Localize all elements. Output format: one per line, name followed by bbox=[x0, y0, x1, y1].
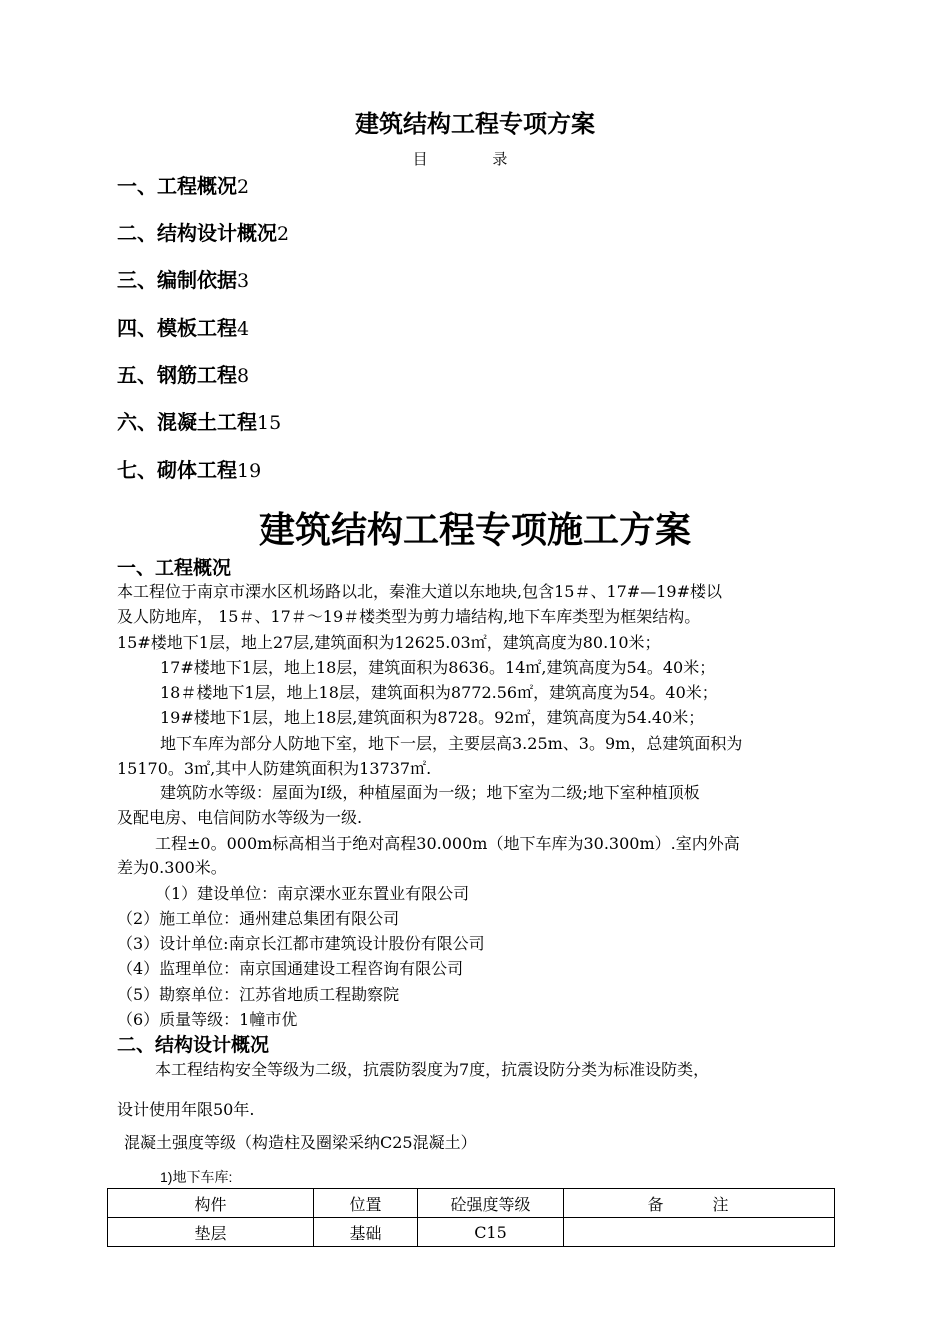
main-title: 建筑结构工程专项施工方案 bbox=[258, 510, 691, 551]
concrete-note: 混凝土强度等级（构造柱及圈梁采纳C25混凝土） bbox=[124, 1133, 477, 1152]
toc-item-page: 2 bbox=[277, 223, 290, 245]
paragraph-line: （1）建设单位：南京溧水亚东置业有限公司 bbox=[155, 884, 470, 903]
table-row bbox=[108, 1218, 835, 1247]
paragraph-line: （6）质量等级：1幢市优 bbox=[117, 1010, 298, 1029]
paragraph-line: 15170。3㎡,其中人防建筑面积为13737㎡. bbox=[117, 759, 432, 778]
toc-item-title: 六、混凝土工程 bbox=[117, 410, 257, 434]
paragraph-line: 及配电房、电信间防水等级为一级. bbox=[117, 808, 363, 827]
toc-item[interactable] bbox=[117, 454, 261, 483]
toc-item-title: 五、钢筋工程 bbox=[117, 363, 237, 387]
toc-item-title: 二、结构设计概况 bbox=[117, 221, 277, 245]
sub-heading: 1)地下车库: bbox=[160, 1169, 233, 1185]
paragraph-line: 地下车库为部分人防地下室，地下一层，主要层高3.25m、3。9m，总建筑面积为 bbox=[160, 734, 743, 753]
paragraph-line: 15#楼地下1层，地上27层,建筑面积为12625.03㎡，建筑高度为80.10米； bbox=[117, 633, 661, 652]
table-cell: 垫层 bbox=[108, 1218, 314, 1247]
table-header-row bbox=[108, 1189, 835, 1218]
toc-item-title: 四、模板工程 bbox=[117, 316, 237, 340]
toc-label: 目 录 bbox=[412, 150, 538, 168]
toc-item-page: 4 bbox=[237, 318, 250, 340]
toc-item[interactable] bbox=[117, 312, 249, 341]
paragraph-line: 及人防地库， 15＃、17＃～19＃楼类型为剪力墙结构,地下车库类型为框架结构。 bbox=[117, 607, 701, 626]
paragraph-line: （3）设计单位:南京长江都市建筑设计股份有限公司 bbox=[117, 934, 485, 953]
paragraph-line: （4）监理单位：南京国通建设工程咨询有限公司 bbox=[117, 959, 464, 978]
table-cell bbox=[564, 1218, 835, 1247]
toc-item-page: 19 bbox=[237, 460, 262, 482]
paragraph-line: 18＃楼地下1层，地上18层，建筑面积为8772.56㎡，建筑高度为54。40米； bbox=[160, 683, 718, 702]
paragraph-line: 设计使用年限50年. bbox=[117, 1100, 255, 1119]
table-header-cell: 砼强度等级 bbox=[418, 1189, 564, 1218]
section-heading: 二、结构设计概况 bbox=[117, 1034, 270, 1056]
table-header-cell: 构件 bbox=[108, 1189, 314, 1218]
paragraph-line: 工程±0。000m标高相当于绝对高程30.000m（地下车库为30.300m）.室内外高 bbox=[155, 834, 740, 853]
paragraph-line: 建筑防水等级：屋面为Ⅰ级，种植屋面为一级；地下室为二级;地下室种植顶板 bbox=[160, 783, 700, 802]
paragraph-line: 差为0.300米。 bbox=[117, 858, 227, 877]
paragraph-line: （2）施工单位：通州建总集团有限公司 bbox=[117, 909, 400, 928]
paragraph-line: 19#楼地下1层，地上18层,建筑面积为8728。92㎡，建筑高度为54.40米； bbox=[160, 708, 705, 727]
toc-item-page: 15 bbox=[257, 412, 282, 434]
toc-item[interactable] bbox=[117, 217, 289, 246]
paragraph-line: 17#楼地下1层，地上18层，建筑面积为8636。14㎡,建筑高度为54。40米； bbox=[160, 658, 716, 677]
toc-item[interactable] bbox=[117, 264, 249, 293]
concrete-grade-table bbox=[107, 1188, 835, 1247]
table-header-cell: 位置 bbox=[314, 1189, 418, 1218]
toc-item-title: 三、编制依据 bbox=[117, 268, 237, 292]
toc-item[interactable] bbox=[117, 170, 249, 199]
toc-item-title: 一、工程概况 bbox=[117, 174, 237, 198]
table-cell: 基础 bbox=[314, 1218, 418, 1247]
toc-item-title: 七、砌体工程 bbox=[117, 458, 237, 482]
table-cell: C15 bbox=[418, 1218, 564, 1247]
paragraph-line: （5）勘察单位：江苏省地质工程勘察院 bbox=[117, 985, 400, 1004]
toc-item-page: 2 bbox=[237, 176, 250, 198]
toc-item[interactable] bbox=[117, 359, 249, 388]
toc-item[interactable] bbox=[117, 406, 281, 435]
document-title: 建筑结构工程专项方案 bbox=[355, 109, 595, 138]
toc-item-page: 8 bbox=[237, 365, 250, 387]
table-header-cell: 备 注 bbox=[564, 1189, 835, 1218]
section-heading: 一、工程概况 bbox=[117, 557, 232, 579]
toc-item-page: 3 bbox=[237, 270, 250, 292]
paragraph-line: 本工程结构安全等级为二级，抗震防裂度为7度，抗震设防分类为标准设防类， bbox=[155, 1060, 710, 1079]
paragraph-line: 本工程位于南京市溧水区机场路以北，秦淮大道以东地块,包含15＃、17#—19#楼以 bbox=[117, 582, 722, 601]
